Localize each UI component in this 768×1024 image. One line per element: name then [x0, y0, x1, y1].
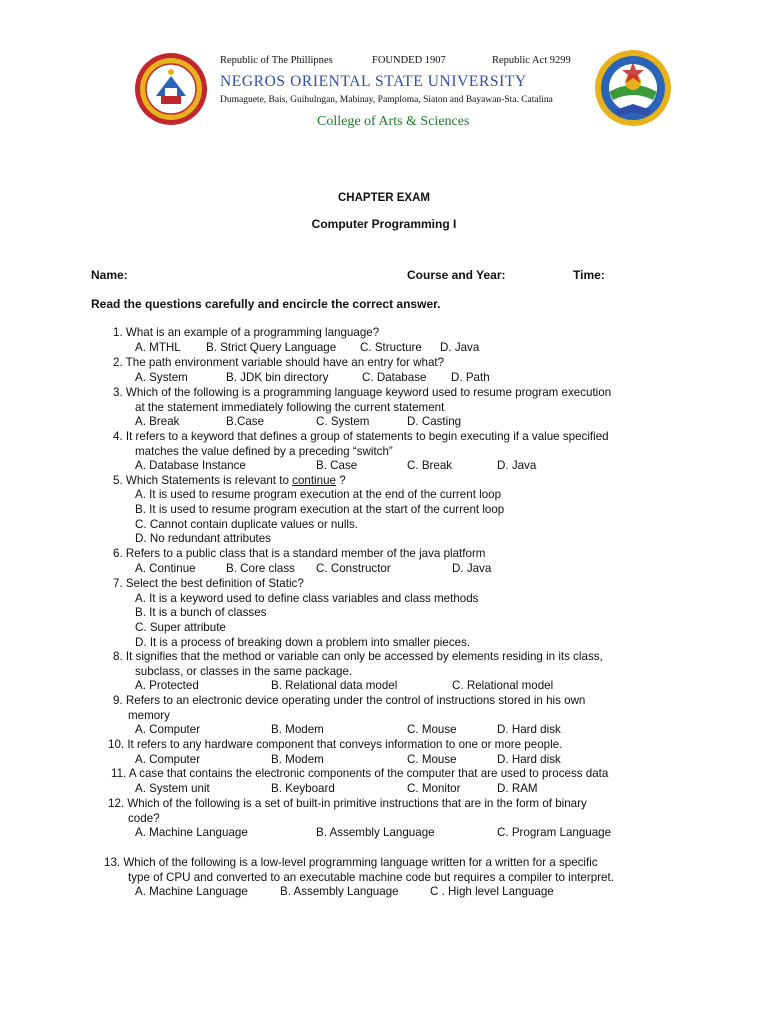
question-1-option-a[interactable]: A. MTHL [135, 341, 181, 354]
course-year-label: Course and Year: [407, 268, 506, 282]
question-8-option-a[interactable]: A. Protected [135, 679, 199, 692]
question-8-option-c[interactable]: C. Relational model [452, 679, 554, 692]
question-11-option-a[interactable]: A. System unit [135, 782, 210, 795]
question-13-text: 13. Which of the following is a low-level programming language written for a written for a specific [104, 856, 598, 869]
question-5-option-a[interactable]: A. It is used to resume program execution at the end of the current loop [135, 488, 502, 501]
question-2-option-b[interactable]: B. JDK bin directory [226, 371, 329, 384]
question-9-option-a[interactable]: A. Computer [135, 723, 201, 736]
university-seal-icon [134, 52, 208, 126]
question-8-option-b[interactable]: B. Relational data model [271, 679, 398, 692]
question-3-option-c[interactable]: C. System [316, 415, 370, 428]
university-name: NEGROS ORIENTAL STATE UNIVERSITY [220, 73, 527, 90]
question-6-option-a[interactable]: A. Continue [135, 562, 196, 575]
question-6-option-d[interactable]: D. Java [452, 562, 492, 575]
question-10-option-c[interactable]: C. Mouse [407, 753, 457, 766]
question-12-option-c[interactable]: C. Program Language [497, 826, 612, 839]
question-4-option-d[interactable]: D. Java [497, 459, 537, 472]
question-12-text: 12. Which of the following is a set of built-in primitive instructions that are in the form of binary [108, 797, 587, 810]
question-2-option-a[interactable]: A. System [135, 371, 188, 384]
question-11-option-c[interactable]: C. Monitor [407, 782, 461, 795]
question-6-text: 6. Refers to a public class that is a standard member of the java platform [113, 547, 486, 560]
question-5-option-c[interactable]: C. Cannot contain duplicate values or nulls. [135, 518, 358, 531]
question-10-text: 10. It refers to any hardware component that conveys information to one or more people. [108, 738, 563, 751]
college-name: College of Arts & Sciences [317, 114, 470, 129]
question-4-text: 4. It refers to a keyword that defines a group of statements to begin executing if a value specified [113, 430, 609, 443]
question-4-option-b[interactable]: B. Case [316, 459, 358, 472]
question-5-option-d[interactable]: D. No redundant attributes [135, 532, 271, 545]
question-2-text: 2. The path environment variable should have an entry for what? [113, 356, 445, 369]
exam-title: CHAPTER EXAM [337, 192, 430, 204]
question-11-option-d[interactable]: D. RAM [497, 782, 538, 795]
question-13-option-a[interactable]: A. Machine Language [135, 885, 248, 898]
question-6-option-c[interactable]: C. Constructor [316, 562, 391, 575]
question-1-option-b[interactable]: B. Strict Query Language [206, 341, 337, 354]
question-5-text: 5. Which Statements is relevant to continue ? [113, 474, 346, 487]
question-3-option-b[interactable]: B.Case [226, 415, 265, 428]
question-3-option-a[interactable]: A. Break [135, 415, 180, 428]
question-1-option-c[interactable]: C. Structure [360, 341, 422, 354]
question-8-text-cont: subclass, or classes in the same package. [135, 665, 353, 678]
exam-subject: Computer Programming I [311, 217, 457, 231]
name-label: Name: [91, 268, 128, 282]
question-9-option-b[interactable]: B. Modem [271, 723, 324, 736]
republic-act-label: Republic Act 9299 [492, 55, 571, 66]
campus-list: Dumaguete, Bais, Guihulngan, Mabinay, Pamploma, Siaton and Bayawan-Sta. Catalina [220, 95, 553, 105]
question-1-option-d[interactable]: D. Java [440, 341, 480, 354]
question-12-text-cont: code? [128, 812, 160, 825]
question-13-text-cont: type of CPU and converted to an executable machine code but requires a compiler to interpret. [128, 871, 614, 884]
question-9-option-c[interactable]: C. Mouse [407, 723, 457, 736]
college-seal-icon [593, 48, 673, 128]
question-3-text: 3. Which of the following is a programming language keyword used to resume program execution [113, 386, 612, 399]
time-label: Time: [573, 268, 605, 282]
keyword-continue: continue [292, 474, 336, 487]
question-12-option-b[interactable]: B. Assembly Language [316, 826, 435, 839]
question-9-option-d[interactable]: D. Hard disk [497, 723, 561, 736]
question-11-option-b[interactable]: B. Keyboard [271, 782, 335, 795]
question-4-option-c[interactable]: C. Break [407, 459, 453, 472]
question-7-text: 7. Select the best definition of Static? [113, 577, 304, 590]
question-4-option-a[interactable]: A. Database Instance [135, 459, 246, 472]
question-9-text: 9. Refers to an electronic device operating under the control of instructions stored in his own [113, 694, 586, 707]
question-11-text: 11. A case that contains the electronic components of the computer that are used to process data [111, 767, 609, 780]
question-2-option-d[interactable]: D. Path [451, 371, 490, 384]
question-4-text-cont: matches the value defined by a preceding “switch” [135, 445, 393, 458]
question-7-option-d[interactable]: D. It is a process of breaking down a problem into smaller pieces. [135, 636, 471, 649]
question-10-option-a[interactable]: A. Computer [135, 753, 201, 766]
question-5-option-b[interactable]: B. It is used to resume program execution at the start of the current loop [135, 503, 505, 516]
letterhead [90, 46, 678, 146]
question-9-text-cont: memory [128, 709, 170, 722]
instructions: Read the questions carefully and encircle the correct answer. [91, 297, 441, 311]
question-1-text: 1. What is an example of a programming language? [113, 326, 380, 339]
question-8-text: 8. It signifies that the method or variable can only be accessed by elements residing in its class, [113, 650, 603, 663]
question-12-option-a[interactable]: A. Machine Language [135, 826, 248, 839]
question-3-text-cont: at the statement immediately following the current statement [135, 401, 445, 414]
question-13-option-b[interactable]: B. Assembly Language [280, 885, 399, 898]
question-6-option-b[interactable]: B. Core class [226, 562, 295, 575]
question-10-option-b[interactable]: B. Modem [271, 753, 324, 766]
question-7-option-a[interactable]: A. It is a keyword used to define class variables and class methods [135, 592, 479, 605]
republic-label: Republic of The Phillipnes [220, 55, 333, 66]
founded-label: FOUNDED 1907 [372, 55, 446, 66]
question-13-option-c[interactable]: C . High level Language [430, 885, 554, 898]
question-7-option-c[interactable]: C. Super attribute [135, 621, 226, 634]
question-2-option-c[interactable]: C. Database [362, 371, 427, 384]
question-7-option-b[interactable]: B. It is a bunch of classes [135, 606, 267, 619]
letterhead-top-line [220, 55, 580, 69]
question-10-option-d[interactable]: D. Hard disk [497, 753, 561, 766]
question-3-option-d[interactable]: D. Casting [407, 415, 462, 428]
